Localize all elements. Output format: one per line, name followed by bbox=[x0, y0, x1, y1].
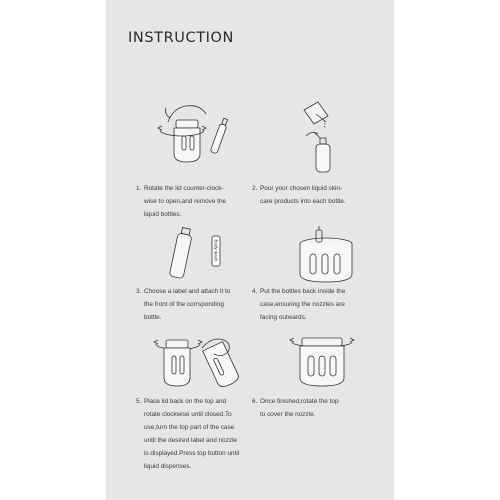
step-line: wise to open,and remove the bbox=[144, 198, 227, 205]
step-line: Pour your chosen liquid skin- bbox=[260, 185, 343, 192]
step-5-illustration bbox=[150, 330, 250, 390]
step-4-illustration bbox=[286, 224, 366, 284]
step-line: liquid bottles. bbox=[144, 211, 182, 218]
step-number: 6. bbox=[252, 398, 258, 405]
instruction-page bbox=[106, 0, 394, 500]
step-line: care products into each bottle. bbox=[260, 198, 346, 205]
step-2-illustration bbox=[286, 96, 366, 176]
step-number: 3. bbox=[136, 288, 142, 295]
step-number: 2. bbox=[252, 185, 258, 192]
step-line: until the desired label and nozzle bbox=[144, 437, 238, 444]
page-title: INSTRUCTION bbox=[128, 30, 234, 46]
step-line: the front of the corrsponding bbox=[144, 301, 224, 308]
label-tag-text: Body wash bbox=[213, 239, 219, 262]
step-number: 4. bbox=[252, 288, 258, 295]
step-line: Choose a label and attach it to bbox=[144, 288, 231, 295]
step-line: rotate clockwise until closed.To bbox=[144, 411, 232, 418]
step-number: 1. bbox=[136, 185, 142, 192]
step-line: case,ensuring the nozzles are bbox=[260, 301, 345, 308]
step-line: is displayed.Press top button until bbox=[144, 450, 240, 457]
step-6-illustration bbox=[282, 330, 362, 390]
step-line: Place lid back on the top and bbox=[144, 398, 227, 405]
step-line: Once finished,rotate the top bbox=[260, 398, 339, 405]
step-line: facing outwards. bbox=[260, 314, 307, 321]
step-number: 5. bbox=[136, 398, 142, 405]
step-line: to cover the nozzle. bbox=[260, 411, 316, 418]
step-line: liquid dispenses. bbox=[144, 463, 192, 470]
step-line: bottle. bbox=[144, 314, 162, 321]
step-1-illustration bbox=[148, 96, 238, 176]
step-line: use,turn the top part of the case bbox=[144, 424, 235, 431]
step-line: Put the bottles back inside the bbox=[260, 288, 346, 295]
step-line: Rotate the lid counter-clock- bbox=[144, 185, 224, 192]
step-3-illustration bbox=[162, 224, 242, 284]
